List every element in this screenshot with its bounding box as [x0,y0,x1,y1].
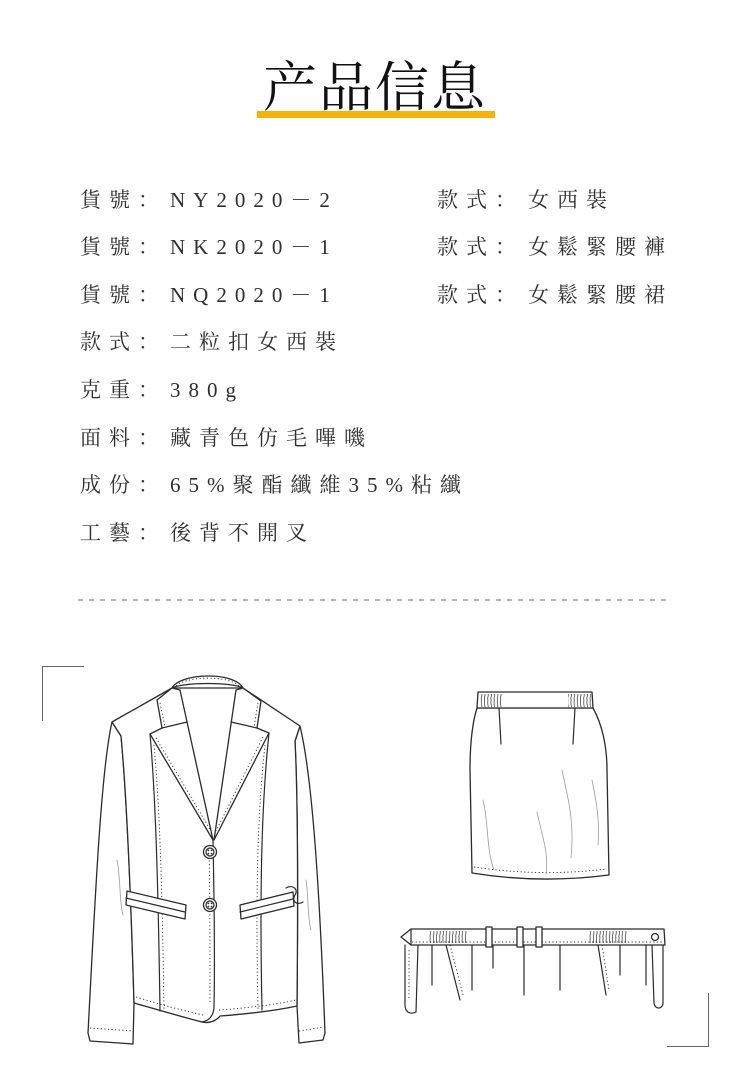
waistband-button [652,934,659,941]
spec-row [0,425,750,451]
style-label: 款式： [437,235,524,259]
weight-value: 380g [170,378,244,402]
skirt-sketch [465,685,615,885]
spec-row [0,187,750,213]
dashed-divider [78,596,674,604]
style-value: 女鬆緊腰褲 [528,235,673,259]
pants-waistband [401,927,665,947]
skirt-body [470,708,609,879]
spec-row [0,520,750,546]
style-value: 女西裝 [528,188,615,212]
weight-label: 克重： [80,378,167,402]
item-number-label: 貨號： [80,283,167,307]
spec-row [0,234,750,260]
craft-label: 工藝： [80,521,167,545]
belt-loop [536,927,542,947]
item-number-value: NQ2020－1 [170,283,338,307]
page-title: 产品信息 [263,56,487,119]
belt-loop [486,927,492,947]
skirt-waistband [477,692,593,708]
spec-row [0,377,750,403]
style-value: 女鬆緊腰裙 [528,283,673,307]
item-number-label: 貨號： [80,235,167,259]
item-number-value: NY2020－2 [170,188,338,212]
item-number-label: 貨號： [80,188,167,212]
spec-row [0,472,750,498]
spec-row [0,282,750,308]
jacket-button [204,846,217,859]
pants-front-lines [405,945,663,1013]
style-label: 款式： [80,330,167,354]
composition-label: 成份： [80,473,167,497]
fabric-label: 面料： [80,426,167,450]
fabric-value: 藏青色仿毛嗶嘰 [170,426,373,450]
style-value: 二粒扣女西裝 [170,330,344,354]
belt-loop [517,927,523,947]
corner-mark-top-left [42,666,84,721]
spec-row [0,329,750,355]
style-label: 款式： [437,283,524,307]
composition-value: 65%聚酯纖維35%粘纖 [170,473,469,497]
style-label: 款式： [437,188,524,212]
pants-waistband-sketch [395,920,680,1020]
item-number-value: NK2020－1 [170,235,338,259]
jacket-sketch [80,660,335,1050]
jacket-button [204,899,217,912]
craft-value: 後背不開叉 [170,521,315,545]
